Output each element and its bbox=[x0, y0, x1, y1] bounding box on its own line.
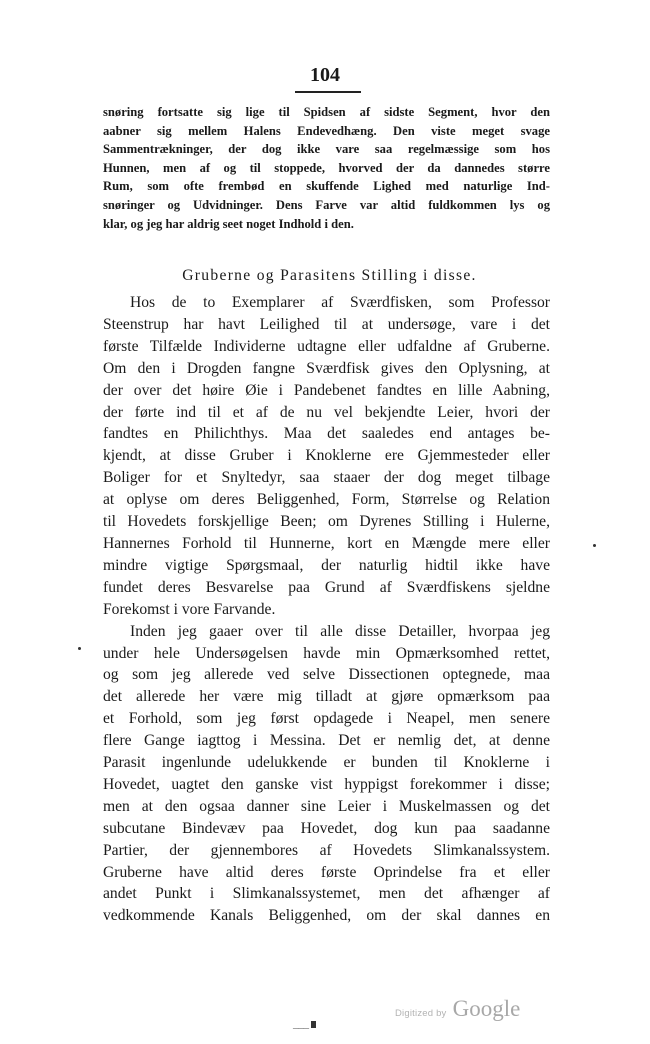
text-line: under hele Undersøgelsen havde min Opmærksomhed rettet, bbox=[103, 644, 550, 662]
text-line: vedkommende Kanals Beliggenhed, om der skal dannes en bbox=[103, 907, 550, 925]
text-line: første Tilfælde Individerne udtagne eller udfaldne af Gruberne. bbox=[103, 337, 550, 355]
text-line: Partier, der gjennembores af Hovedets Slimkanalssystem. bbox=[103, 841, 550, 859]
text-line: kjendt, at disse Gruber i Knoklerne ere Gjemmesteder eller bbox=[103, 447, 550, 465]
paragraph-1 bbox=[103, 292, 550, 621]
text-line: mindre vigtige Spørgsmaal, der naturlig hidtil ikke have bbox=[103, 556, 550, 574]
text-line: det allerede her være mig tilladt at gjøre opmærksom paa bbox=[103, 688, 550, 706]
text-line: Rum, som ofte frembød en skuffende Lighed med naturlige Ind- bbox=[103, 179, 550, 194]
text-line: andet Punkt i Slimkanalssystemet, men det afhænger af bbox=[103, 885, 550, 903]
text-line: klar, og jeg har aldrig seet noget Indhold i den. bbox=[103, 216, 354, 231]
text-line: snøringer og Udvidninger. Dens Farve var altid fuldkommen lys og bbox=[103, 197, 550, 212]
text-line: Steenstrup har havt Leilighed til at undersøge, vare i det bbox=[103, 315, 550, 333]
text-line: Boliger for et Snyltedyr, saa staaer der dog meget tilbage bbox=[103, 469, 550, 487]
text-line: og som jeg allerede ved selve Dissectionen optegnede, maa bbox=[103, 666, 550, 684]
paragraph-2 bbox=[103, 621, 550, 928]
watermark-small-text: Digitized by bbox=[395, 1008, 447, 1019]
page-number: 104 bbox=[310, 64, 340, 86]
text-line: Hunnen, men af og til stoppede, hvorved der da dannedes større bbox=[103, 160, 550, 175]
text-line: Hovedet, uagtet den ganske vist hyppigst forekommer i disse; bbox=[103, 775, 550, 793]
continued-paragraph bbox=[103, 103, 550, 233]
text-line: aabner sig mellem Halens Endevedhæng. Den viste meget svage bbox=[103, 123, 550, 138]
text-line: til Hovedets forskjellige Been; om Dyrenes Stilling i Hulerne, bbox=[103, 513, 550, 531]
text-line: Gruberne have altid deres første Oprindelse fra et eller bbox=[103, 863, 550, 881]
text-line: der førte ind til et af de nu vel bekjendte Leier, hvori der bbox=[103, 403, 550, 421]
text-line: snøring fortsatte sig lige til Spidsen af sidste Segment, hvor den bbox=[103, 105, 550, 119]
page-number-rule bbox=[295, 91, 361, 93]
text-line: Sammentrækninger, der dog ikke vare saa regelmæssige som hos bbox=[103, 142, 550, 157]
text-line: Forekomst i vore Farvande. bbox=[103, 600, 276, 618]
ink-speck bbox=[78, 647, 81, 650]
text-line: fundet deres Besvarelse paa Grund af Sværdfiskens sjeldne bbox=[103, 578, 550, 596]
text-line: Inden jeg gaaer over til alle disse Detailler, hvorpaa jeg bbox=[130, 622, 550, 640]
text-line: fandtes en Philichthys. Maa det saaledes end antages be- bbox=[103, 425, 550, 443]
ink-speck bbox=[593, 544, 596, 547]
text-line: Hos de to Exemplarer af Sværdfisken, som Professor bbox=[130, 294, 550, 311]
section-heading: Gruberne og Parasitens Stilling i disse. bbox=[182, 267, 477, 284]
text-line: flere Gange iagttog i Messina. Det er nemlig det, at denne bbox=[103, 732, 550, 750]
google-logo-text: Google bbox=[452, 996, 521, 1021]
main-text-block bbox=[103, 265, 550, 927]
ink-mark bbox=[311, 1021, 316, 1028]
text-line: Parasit ingenlunde udelukkende er bunden til Knoklerne i bbox=[103, 754, 550, 772]
text-line: Hannernes Forhold til Hunnerne, kort en Mængde mere eller bbox=[103, 534, 550, 552]
text-line: men at den ogsaa danner sine Leier i Muskelmassen og det bbox=[103, 797, 550, 815]
text-line: subcutane Bindevæv paa Hovedet, dog kun paa saadanne bbox=[103, 819, 550, 837]
text-line: et Forhold, som jeg først opdagede i Neapel, men senere bbox=[103, 710, 550, 728]
digitized-by-google-watermark bbox=[395, 996, 520, 1022]
footer-mark bbox=[293, 1016, 316, 1031]
text-line: Om den i Drogden fangne Sværdfisk gives den Oplysning, at bbox=[103, 359, 550, 377]
footer-dash-text: ___ bbox=[293, 1016, 308, 1030]
text-line: der over det høire Øie i Pandebenet fandtes en lille Aabning, bbox=[103, 381, 550, 399]
text-line: at oplyse om deres Beliggenhed, Form, Størrelse og Relation bbox=[103, 491, 550, 509]
